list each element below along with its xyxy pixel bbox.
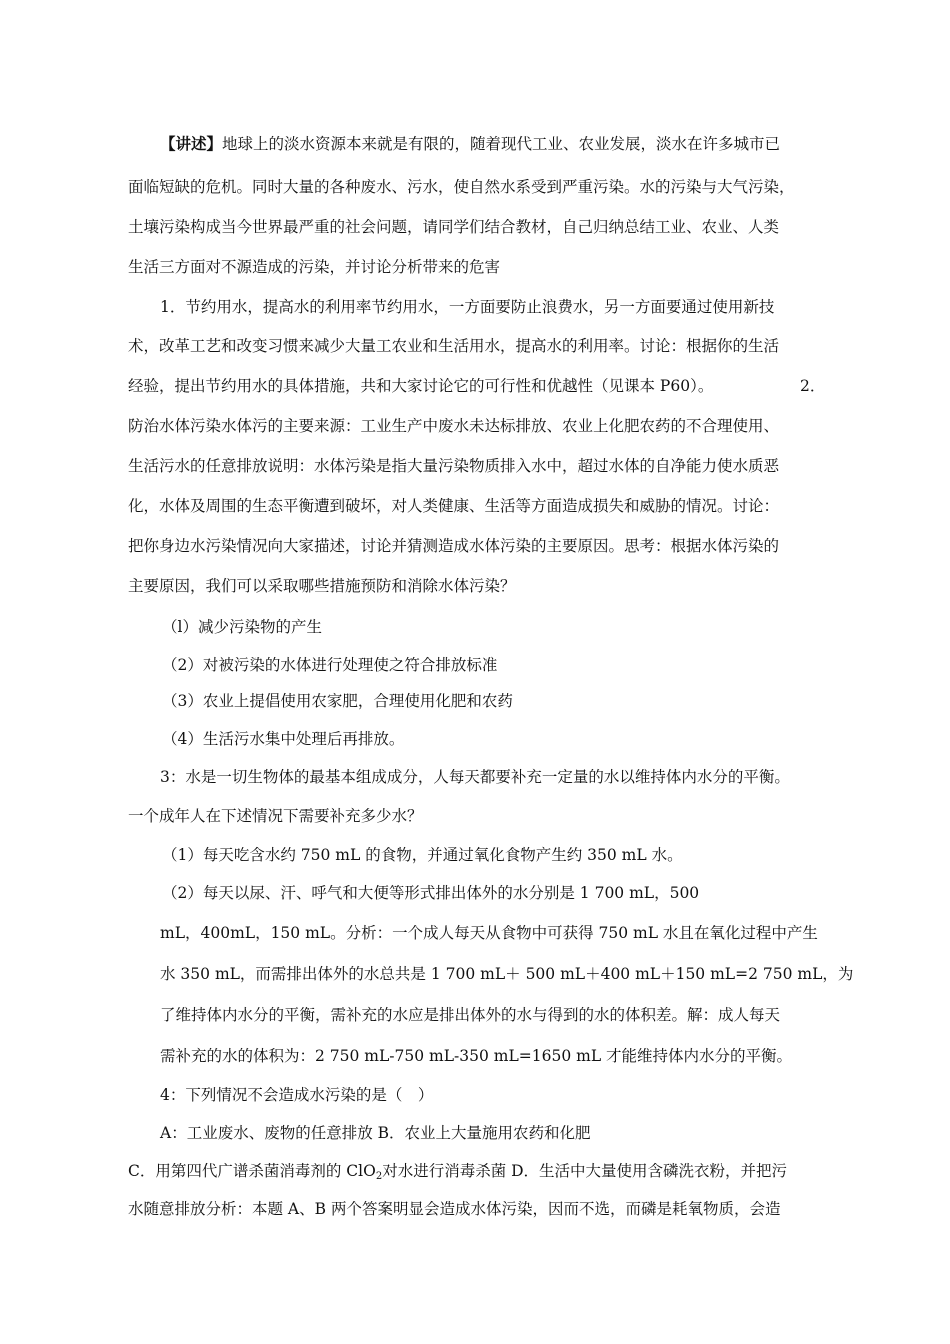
measure-item-3: （3）农业上提倡使用农家肥，合理使用化肥和农药 [162,692,513,710]
question-3-line-2: 一个成年人在下述情况下需要补充多少水？ [128,807,423,825]
paragraph-2-line-2: 术，改革工艺和改变习惯来减少大量工农业和生活用水，提高水的利用率。讨论：根据你的生活 [128,337,780,355]
question-4-options-ab: A：工业废水、废物的任意排放 B．农业上大量施用农药和化肥 [160,1124,591,1142]
paragraph-1-text: 地球上的淡水资源本来就是有限的，随着现代工业、农业发展，淡水在许多城市已 [222,135,781,153]
question-3-condition-1: （1）每天吃含水约 750 mL 的食物，并通过氧化食物产生约 350 mL 水。 [162,846,683,864]
measure-item-1: （l）减少污染物的产生 [162,618,322,636]
section-2-number: 2． [800,377,826,395]
paragraph-1-line-2: 面临短缺的危机。同时大量的各种废水、污水，使自然水系受到严重污染。水的污染与大气污染， [128,178,795,196]
analysis-line-2: 水 350 mL，而需排出体外的水总共是 1 700 mL＋ 500 mL＋400 mL＋150 mL=2 750 mL，为 [160,965,854,983]
paragraph-2-line-1: 1．节约用水，提高水的利用率节约用水，一方面要防止浪费水，另一方面要通过使用新技 [160,298,775,316]
option-d-text: 对水进行消毒杀菌 D．生活中大量使用含磷洗衣粉，并把污 [382,1162,788,1180]
option-c-text: C．用第四代广谱杀菌消毒剂的 ClO [128,1162,376,1180]
analysis-line-4: 需补充的水的体积为：2 750 mL-750 mL-350 mL=1650 mL 才能维持体内水分的平衡。 [160,1047,793,1065]
paragraph-1-line-4: 生活三方面对不源造成的污染，并讨论分析带来的危害 [128,258,501,276]
clo2-subscript: 2 [375,1171,383,1182]
analysis-line-1: mL，400mL，150 mL。分析：一个成人每天从食物中可获得 750 mL 水且在氧化过程中产生 [160,924,818,942]
analysis-line-3: 了维持体内水分的平衡，需补充的水应是排出体外的水与得到的水的体积差。解：成人每天 [160,1006,781,1024]
question-3-condition-2: （2）每天以尿、汗、呼气和大便等形式排出体外的水分别是 1 700 mL，500 [162,884,700,902]
paragraph-2-line-5: 生活污水的任意排放说明：水体污染是指大量污染物质排入水中，超过水体的自净能力使水质恶 [128,457,780,475]
question-4-options-cd [128,1160,787,1188]
measure-item-4: （4）生活污水集中处理后再排放。 [162,730,405,748]
paragraph-2-line-8: 主要原因，我们可以采取哪些措施预防和消除水体污染？ [128,577,516,595]
paragraph-1-line-1 [160,133,780,155]
question-4-analysis: 水随意排放分析：本题 A、B 两个答案明显会造成水体污染，因而不选，而磷是耗氧物质，会造 [128,1200,781,1218]
paragraph-2-line-6: 化，水体及周围的生态平衡遭到破坏，对人类健康、生活等方面造成损失和威胁的情况。讨论： [128,497,780,515]
paragraph-2-line-3: 经验，提出节约用水的具体措施，共和大家讨论它的可行性和优越性（见课本 P60）。 [128,377,714,395]
lecture-bracket-label: 【讲述】 [160,134,223,153]
paragraph-2-line-4: 防治水体污染水体污的主要来源：工业生产中废水未达标排放、农业上化肥农药的不合理使用、 [128,417,780,435]
question-4-stem: 4：下列情况不会造成水污染的是（ ） [160,1086,434,1104]
question-3-line-1: 3：水是一切生物体的最基本组成成分，人每天都要补充一定量的水以维持体内水分的平衡。 [160,768,790,786]
measure-item-2: （2）对被污染的水体进行处理使之符合排放标准 [162,656,498,674]
paragraph-2-line-7: 把你身边水污染情况向大家描述，讨论并猜测造成水体污染的主要原因。思考：根据水体污染的 [128,537,780,555]
paragraph-1-line-3: 土壤污染构成当今世界最严重的社会问题，请同学们结合教材，自己归纳总结工业、农业、人类 [128,218,780,236]
